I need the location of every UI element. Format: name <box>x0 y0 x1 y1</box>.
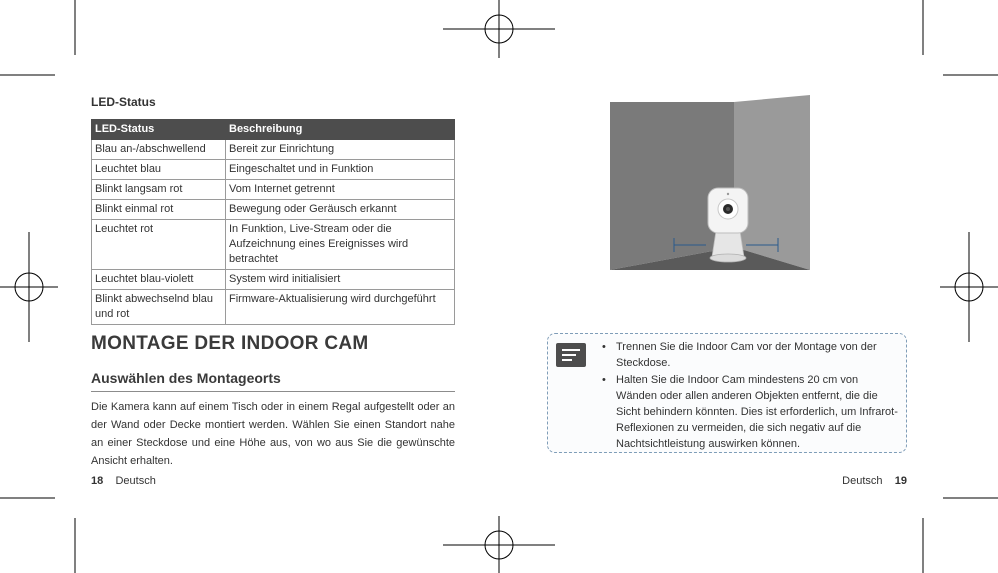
section-heading: MONTAGE DER INDOOR CAM <box>91 333 369 354</box>
note-list <box>600 339 900 453</box>
table-row <box>92 220 455 270</box>
table-cell-status: Leuchtet rot <box>92 220 226 270</box>
led-status-table <box>91 119 455 325</box>
page-number-right: 19 <box>894 475 907 487</box>
table-cell-description: Vom Internet getrennt <box>226 180 455 200</box>
table-cell-description: In Funktion, Live-Stream oder die Aufzeichnung eines Ereignisses wird betrachtet <box>226 220 455 270</box>
table-row <box>92 290 455 325</box>
table-row <box>92 140 455 160</box>
table-cell-description: System wird initialisiert <box>226 270 455 290</box>
footer-left <box>91 475 156 487</box>
divider <box>91 391 455 392</box>
table-cell-status: Blinkt langsam rot <box>92 180 226 200</box>
table-cell-status: Leuchtet blau <box>92 160 226 180</box>
table-row <box>92 160 455 180</box>
bullet: • <box>602 341 606 353</box>
note-lines-icon <box>556 343 586 367</box>
footer-language-right: Deutsch <box>842 475 883 487</box>
table-cell-description: Bereit zur Einrichtung <box>226 140 455 160</box>
footer-language-left: Deutsch <box>115 475 156 487</box>
subsection-heading: Auswählen des Montageorts <box>91 370 281 386</box>
table-cell-description: Firmware-Aktualisierung wird durchgeführt <box>226 290 455 325</box>
table-cell-status: Leuchtet blau-violett <box>92 270 226 290</box>
side-wall <box>734 95 810 270</box>
page-number-left: 18 <box>91 475 104 487</box>
table-cell-status: Blinkt einmal rot <box>92 200 226 220</box>
led-status-label: LED-Status <box>91 95 156 109</box>
bullet: • <box>602 374 606 386</box>
body-paragraph: Die Kamera kann auf einem Tisch oder in einem Regal aufgestellt oder an der Wand oder Decke montiert werden. Wählen Sie einen Standort nahe an einer Steckdose und eine Höhe aus, von wo aus Sie die gewünschte Ansicht erhalten. <box>91 401 455 467</box>
table-row <box>92 270 455 290</box>
note-item <box>600 339 900 371</box>
footer-right <box>842 475 907 487</box>
table-cell-description: Eingeschaltet und in Funktion <box>226 160 455 180</box>
table-header-description: Beschreibung <box>226 120 455 140</box>
camera-corner-illustration <box>610 95 810 295</box>
table-cell-status: Blau an-/abschwellend <box>92 140 226 160</box>
table-row <box>92 180 455 200</box>
table-cell-status: Blinkt abwechselnd blau und rot <box>92 290 226 325</box>
note-item <box>600 372 900 452</box>
camera-icon <box>708 188 748 262</box>
table-cell-description: Bewegung oder Geräusch erkannt <box>226 200 455 220</box>
table-row <box>92 200 455 220</box>
note-item-text: Trennen Sie die Indoor Cam vor der Montage von der Steckdose. <box>616 341 877 369</box>
note-item-text: Halten Sie die Indoor Cam mindestens 20 cm von Wänden oder allen anderen Objekten entfernt, die die Sicht behindern könnten. Dies ist erforderlich, um Infrarot-Reflexionen zu vermeiden, die sich negativ auf die Nachtsichtleistung auswirken können. <box>616 374 898 450</box>
table-header-row <box>92 120 455 140</box>
table-header-led-status: LED-Status <box>92 120 226 140</box>
